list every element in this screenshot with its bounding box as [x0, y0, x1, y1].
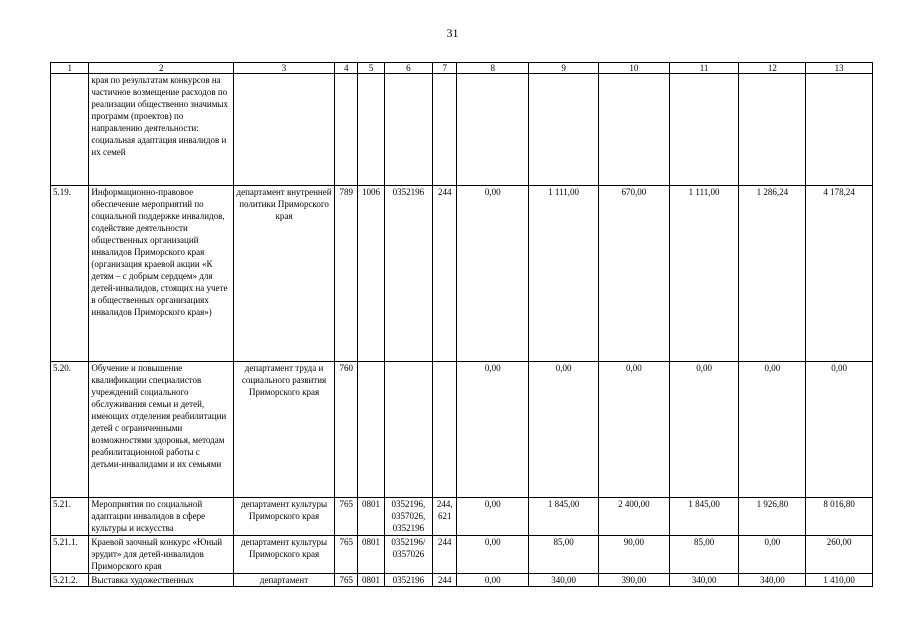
code-expense: [433, 362, 457, 498]
table-row: [51, 536, 873, 574]
code-section: 1006: [358, 186, 384, 362]
table-row: [51, 74, 873, 186]
code-grbs: 789: [335, 186, 358, 362]
amount-col10: 2 400,00: [598, 498, 669, 536]
code-section: 0801: [358, 574, 384, 587]
header-cell: 13: [806, 63, 873, 74]
code-target: [384, 362, 433, 498]
amount-col11: 1 845,00: [669, 498, 739, 536]
code-expense: 244: [433, 536, 457, 574]
header-cell: 8: [457, 63, 529, 74]
header-cell: 11: [669, 63, 739, 74]
amount-col9: 85,00: [529, 536, 599, 574]
code-grbs: [335, 74, 358, 186]
code-grbs: 765: [335, 536, 358, 574]
header-cell: 4: [335, 63, 358, 74]
code-section: [358, 362, 384, 498]
amount-col12: [739, 74, 806, 186]
row-number: 5.19.: [51, 186, 89, 362]
executor: [233, 74, 334, 186]
row-number: 5.20.: [51, 362, 89, 498]
measure-name: края по результатам конкурсов на частичное возмещение расходов по реализации общественно значимых программ (проектов) по направлению деятельности: социальная адаптация инвалидов и их семей: [89, 74, 234, 186]
code-expense: 244: [433, 186, 457, 362]
amount-total: 1 410,00: [806, 574, 873, 587]
header-cell: 7: [433, 63, 457, 74]
amount-col9: 1 111,00: [529, 186, 599, 362]
table-row: [51, 186, 873, 362]
amount-col10: [598, 74, 669, 186]
amount-col9: [529, 74, 599, 186]
code-grbs: 760: [335, 362, 358, 498]
amount-col8: [457, 74, 529, 186]
amount-col12: 0,00: [739, 362, 806, 498]
code-expense: 244, 621: [433, 498, 457, 536]
header-cell: 2: [89, 63, 234, 74]
row-number: 5.21.: [51, 498, 89, 536]
row-number: 5.21.1.: [51, 536, 89, 574]
amount-col8: 0,00: [457, 186, 529, 362]
amount-col11: 340,00: [669, 574, 739, 587]
code-target: 0352196: [384, 574, 433, 587]
page-number: 31: [446, 26, 459, 40]
amount-col10: 90,00: [598, 536, 669, 574]
header-cell: 6: [384, 63, 433, 74]
amount-col12: 1 926,80: [739, 498, 806, 536]
amount-col11: [669, 74, 739, 186]
header-cell: 1: [51, 63, 89, 74]
amount-col9: 1 845,00: [529, 498, 599, 536]
row-number: 5.21.2.: [51, 574, 89, 587]
amount-total: 0,00: [806, 362, 873, 498]
executor: департамент труда и социального развития Приморского края: [233, 362, 334, 498]
executor: департамент внутренней политики Приморского края: [233, 186, 334, 362]
measure-name: Краевой заочный конкурс «Юный эрудит» для детей-инвалидов Приморского края: [89, 536, 234, 574]
amount-col12: 1 286,24: [739, 186, 806, 362]
code-grbs: 765: [335, 498, 358, 536]
header-row: [51, 63, 873, 74]
amount-total: [806, 74, 873, 186]
amount-col11: 85,00: [669, 536, 739, 574]
header-cell: 12: [739, 63, 806, 74]
amount-col11: 1 111,00: [669, 186, 739, 362]
header-cell: 9: [529, 63, 599, 74]
amount-col10: 390,00: [598, 574, 669, 587]
header-cell: 10: [598, 63, 669, 74]
code-target: [384, 74, 433, 186]
amount-col11: 0,00: [669, 362, 739, 498]
amount-col12: 0,00: [739, 536, 806, 574]
code-expense: 244: [433, 574, 457, 587]
table-row: [51, 574, 873, 587]
amount-total: 4 178,24: [806, 186, 873, 362]
amount-col9: 340,00: [529, 574, 599, 587]
measure-name: Выставка художественных: [89, 574, 234, 587]
amount-col10: 0,00: [598, 362, 669, 498]
amount-col8: 0,00: [457, 498, 529, 536]
measure-name: Мероприятия по социальной адаптации инвалидов в сфере культуры и искусства: [89, 498, 234, 536]
executor: департамент культуры Приморского края: [233, 498, 334, 536]
measure-name: Информационно-правовое обеспечение мероприятий по социальной поддержке инвалидов, содействие деятельности общественных организаций инвалидов Приморского края (организация краевой акции «К детям – с добрым сердцем» для детей-инвалидов, стоящих на учете в общественных организациях инвалидов Приморского края»): [89, 186, 234, 362]
header-cell: 3: [233, 63, 334, 74]
executor: департамент культуры Приморского края: [233, 536, 334, 574]
amount-col12: 340,00: [739, 574, 806, 587]
code-grbs: 765: [335, 574, 358, 587]
amount-total: 260,00: [806, 536, 873, 574]
amount-col8: 0,00: [457, 574, 529, 587]
code-expense: [433, 74, 457, 186]
code-target: 0352196/ 0357026: [384, 536, 433, 574]
table-row: [51, 498, 873, 536]
amount-col8: 0,00: [457, 536, 529, 574]
row-number: [51, 74, 89, 186]
amount-col8: 0,00: [457, 362, 529, 498]
code-target: 0352196, 0357026, 0352196: [384, 498, 433, 536]
header-cell: 5: [358, 63, 384, 74]
code-target: 0352196: [384, 186, 433, 362]
measure-name: Обучение и повышение квалификации специалистов учреждений социального обслуживания семьи и детей, имеющих отделения реабилитации детей с ограниченными возможностями здоровья, методам реабилитационной работы с детьми-инвалидами и их семьями: [89, 362, 234, 498]
code-section: 0801: [358, 498, 384, 536]
code-section: 0801: [358, 536, 384, 574]
amount-total: 8 016,80: [806, 498, 873, 536]
program-measures-table: [50, 62, 873, 587]
amount-col10: 670,00: [598, 186, 669, 362]
table-row: [51, 362, 873, 498]
code-section: [358, 74, 384, 186]
executor: департамент: [233, 574, 334, 587]
amount-col9: 0,00: [529, 362, 599, 498]
